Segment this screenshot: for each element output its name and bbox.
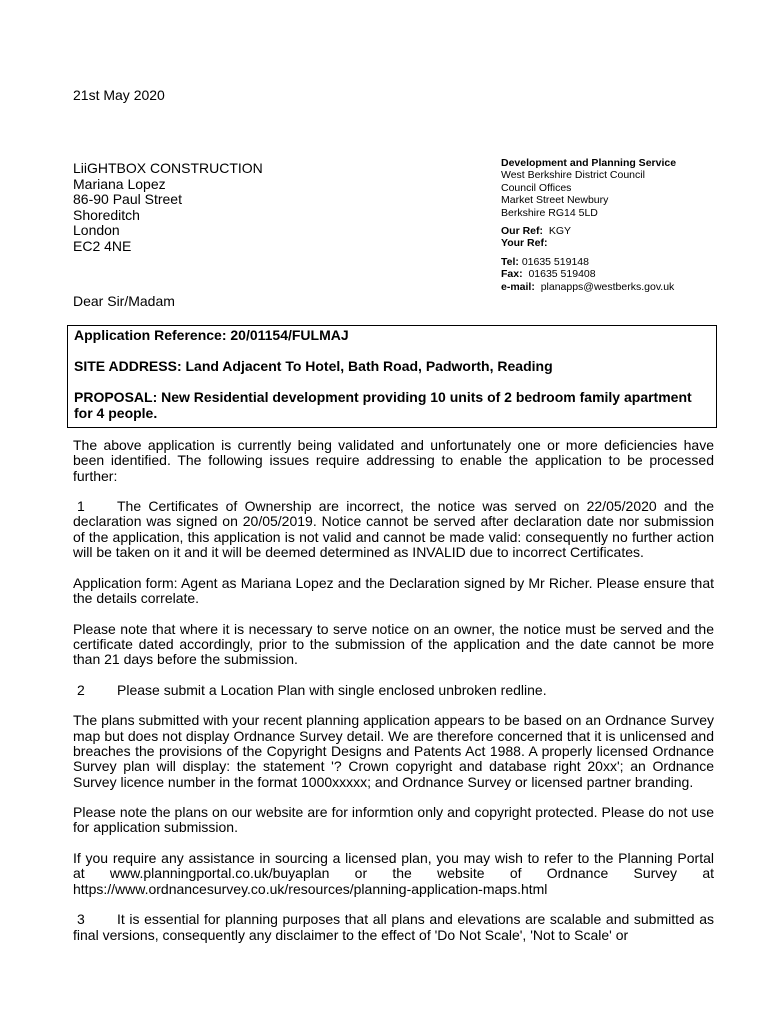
item-number: 3 (77, 911, 85, 928)
recipient-postcode: EC2 4NE (73, 237, 132, 254)
recipient-city: London (73, 222, 120, 238)
sender-address-line: Market Street Newbury (501, 194, 609, 207)
fax (501, 268, 676, 280)
recipient-address (73, 161, 263, 254)
fax-label: Fax: (501, 268, 523, 281)
sender-address-line: Berkshire RG14 5LD (501, 206, 598, 219)
notice-paragraph: Please note that where it is necessary to serve notice on an owner, the notice must be served and the certificate dated accordingly, prior to the submission of the application and the date cannot be more than 21 days before the submission. (73, 620, 714, 668)
application-details-box (67, 325, 717, 428)
item-3 (73, 912, 714, 943)
fax-value: 01635 519408 (528, 268, 596, 281)
letter-date: 21st May 2020 (73, 87, 165, 103)
item-number: 1 (77, 498, 85, 515)
application-reference: Application Reference: 20/01154/FULMAJ (74, 327, 349, 343)
recipient-street: 86-90 Paul Street (73, 191, 182, 207)
item-1-text: The Certificates of Ownership are incorrect, the notice was served on 22/05/2020 and the declaration was signed on 20/05/2019. Notice cannot be served after declaration date nor submission of the application, this application is not valid and cannot be made valid: consequently no further action will be taken on it and it will be deemed determined as INVALID due to incorrect Certificates. (73, 498, 714, 561)
sender-address-line: Council Offices (501, 181, 572, 194)
item-number: 2 (77, 681, 85, 698)
letter-body (73, 438, 714, 958)
sender-department: Development and Planning Service (501, 157, 677, 169)
planning-portal-paragraph: If you require any assistance in sourcing a licensed plan, you may wish to refer to the Planning Portal at www.planningportal.co.uk/buyaplan or the website of Ordnance Survey at https://www.ordnancesurvey.co.uk/resources/planning-application-maps.html (73, 850, 714, 897)
email (501, 281, 676, 293)
your-ref-label: Your Ref: (501, 237, 548, 250)
recipient-name: Mariana Lopez (73, 175, 166, 192)
recipient-company: LiiGHTBOX CONSTRUCTION (73, 160, 263, 176)
recipient-district: Shoreditch (73, 206, 140, 223)
site-address: SITE ADDRESS: Land Adjacent To Hotel, Bath Road, Padworth, Reading (74, 358, 553, 374)
our-ref (501, 225, 676, 237)
website-paragraph: Please note the plans on our website are for informtion only and copyright protected. Please do not use for application submission. (73, 804, 714, 836)
tel-value: 01635 519148 (521, 255, 589, 268)
our-ref-label: Our Ref: (501, 225, 543, 238)
tel-label: Tel: (501, 255, 519, 268)
salutation: Dear Sir/Madam (73, 293, 175, 309)
agent-paragraph: Application form: Agent as Mariana Lopez and the Declaration signed by Mr Richer. Please ensure that the details correlate. (73, 574, 714, 606)
item-2-text: Please submit a Location Plan with single enclosed unbroken redline. (117, 681, 547, 698)
intro-paragraph: The above application is currently being validated and unfortunately one or more deficiencies have been identified. The following issues require addressing to enable the application to be processed further: (73, 437, 714, 484)
your-ref (501, 237, 676, 249)
proposal: PROPOSAL: New Residential development providing 10 units of 2 bedroom family apartment for 4 people. (74, 389, 692, 421)
tel (501, 256, 676, 268)
sender-block (501, 157, 676, 293)
email-value: planapps@westberks.gov.uk (540, 280, 675, 293)
item-1 (73, 499, 714, 560)
email-label: e-mail: (501, 280, 535, 293)
sender-address-line: West Berkshire District Council (501, 169, 645, 182)
our-ref-value: KGY (548, 225, 572, 238)
item-2 (73, 683, 714, 698)
item-3-text: It is essential for planning purposes that all plans and elevations are scalable and submitted as final versions, consequently any disclaimer to the effect of 'Do Not Scale', 'Not to Scale' or (73, 911, 714, 943)
ordnance-survey-paragraph: The plans submitted with your recent planning application appears to be based on an Ordnance Survey map but does not display Ordnance Survey detail. We are therefore concerned that it is unlicensed and breaches the provisions of the Copyright Designs and Patents Act 1988. A properly licensed Ordnance Survey plan will display: the statement '? Crown copyright and database right 20xx'; an Ordnance Survey licence number in the format 1000xxxxx; and Ordnance Survey or licensed partner branding. (73, 712, 714, 790)
